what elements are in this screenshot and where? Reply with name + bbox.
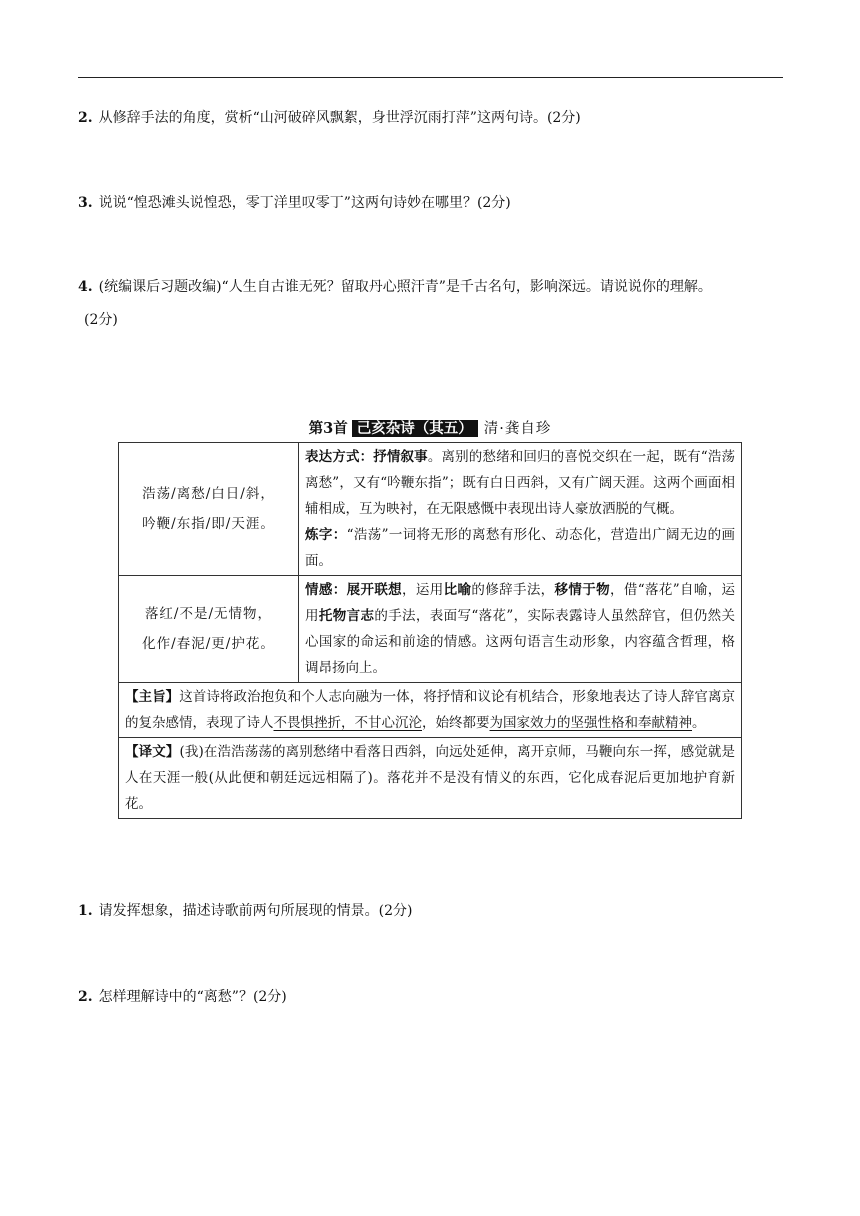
word-choice-note — [305, 522, 735, 574]
poem-lines-cell — [119, 443, 299, 576]
question-number: 2. — [78, 110, 93, 126]
question-2-bottom — [78, 986, 783, 1008]
question-text: 说说“惶恐滩头说惶恐，零丁洋里叹零丁”这两句诗妙在哪里？(2分) — [98, 195, 511, 211]
poem-name: 己亥杂诗（其五） — [352, 420, 478, 437]
question-1-bottom — [78, 900, 783, 922]
poem-line: 落红/不是/无情物， — [144, 606, 273, 622]
poem-title — [0, 418, 860, 440]
analysis-cell — [299, 576, 742, 683]
theme-label: 【主旨】 — [125, 689, 180, 705]
question-3 — [78, 192, 783, 214]
poem-author: 清·龚自珍 — [483, 421, 552, 437]
poem-label: 第3首 — [308, 420, 348, 437]
poem-lines-cell — [119, 576, 299, 683]
text-run: 。 — [692, 715, 706, 731]
question-number: 4. — [78, 279, 93, 295]
question-4 — [78, 276, 783, 298]
text-run: 这首诗将政治抱负和个人志向融为一体，将抒情和议论有机结合，形象地表达了诗人辞官离京的复杂感情，表现了诗人 — [125, 689, 736, 731]
translation-label: 【译文】 — [125, 744, 180, 760]
question-text: (统编课后习题改编)“人生自古谁无死？留取丹心照汗青”是千古名句，影响深远。请说说你的理解。 — [98, 279, 712, 295]
text-run: ，运用 — [402, 582, 444, 598]
table-row — [119, 443, 742, 576]
text-run: ，始终都要 — [422, 715, 490, 731]
header-rule — [78, 77, 783, 78]
translation-text: (我)在浩浩荡荡的离别愁绪中看落日西斜，向远处延伸，离开京师，马鞭向东一挥，感觉就是人在天涯一般(从此便和朝廷远远相隔了)。落花并不是没有情义的东西，它化成春泥后更加地护育新花。 — [125, 744, 736, 812]
underlined-text: 为国家效力的坚强性格和奉献精神 — [489, 715, 692, 731]
question-text: 从修辞手法的角度，赏析“山河破碎风飘絮，身世浮沉雨打萍”这两句诗。(2分) — [98, 110, 581, 126]
question-4-score: (2分) — [84, 312, 118, 328]
word-choice-label: 炼字： — [305, 527, 347, 543]
poem-line: 吟鞭/东指/即/天涯。 — [142, 516, 275, 532]
text-run: 的修辞手法， — [471, 582, 555, 598]
poem-line: 化作/春泥/更/护花。 — [142, 636, 275, 652]
question-text: 请发挥想象，描述诗歌前两句所展现的情景。(2分) — [98, 903, 413, 919]
question-text: 怎样理解诗中的“离愁”？(2分) — [98, 989, 287, 1005]
keyword: 展开联想 — [346, 582, 403, 598]
theme-cell — [119, 683, 742, 738]
poem-line: 浩荡/离愁/白日/斜， — [142, 486, 275, 502]
question-number: 3. — [78, 195, 93, 211]
expression-label: 表达方式：抒情叙事 — [305, 449, 428, 465]
analysis-cell — [299, 443, 742, 576]
table-row — [119, 738, 742, 819]
translation-cell — [119, 738, 742, 819]
text-run: ，借“落花”自喻，运用 — [305, 582, 736, 624]
emotion-label: 情感： — [305, 582, 347, 598]
poem-analysis-table — [118, 442, 742, 819]
keyword: 比喻 — [443, 582, 472, 598]
table-row — [119, 576, 742, 683]
underlined-text: 不畏惧挫折，不甘心沉沦 — [273, 715, 422, 731]
question-2 — [78, 107, 783, 129]
question-number: 2. — [78, 989, 93, 1005]
text-run: 的手法，表面写“落花”，实际表露诗人虽然辞官，但仍然关心国家的命运和前途的情感。这两句语言生动形象，内容蕴含哲理，格调昂扬向上。 — [305, 608, 736, 676]
question-number: 1. — [78, 903, 93, 919]
expression-note — [305, 444, 735, 522]
expression-text: 。离别的愁绪和回归的喜悦交织在一起，既有“浩荡离愁”，又有“吟鞭东指”；既有白日西斜，又有广阔天涯。这两个画面相辅相成，互为映衬，在无限感慨中表现出诗人豪放洒脱的气概。 — [305, 449, 736, 517]
keyword: 托物言志 — [318, 608, 375, 624]
word-choice-text: “浩荡”一词将无形的离愁有形化、动态化，营造出广阔无边的画面。 — [305, 527, 736, 569]
table-row — [119, 683, 742, 738]
keyword: 移情于物 — [554, 582, 610, 598]
